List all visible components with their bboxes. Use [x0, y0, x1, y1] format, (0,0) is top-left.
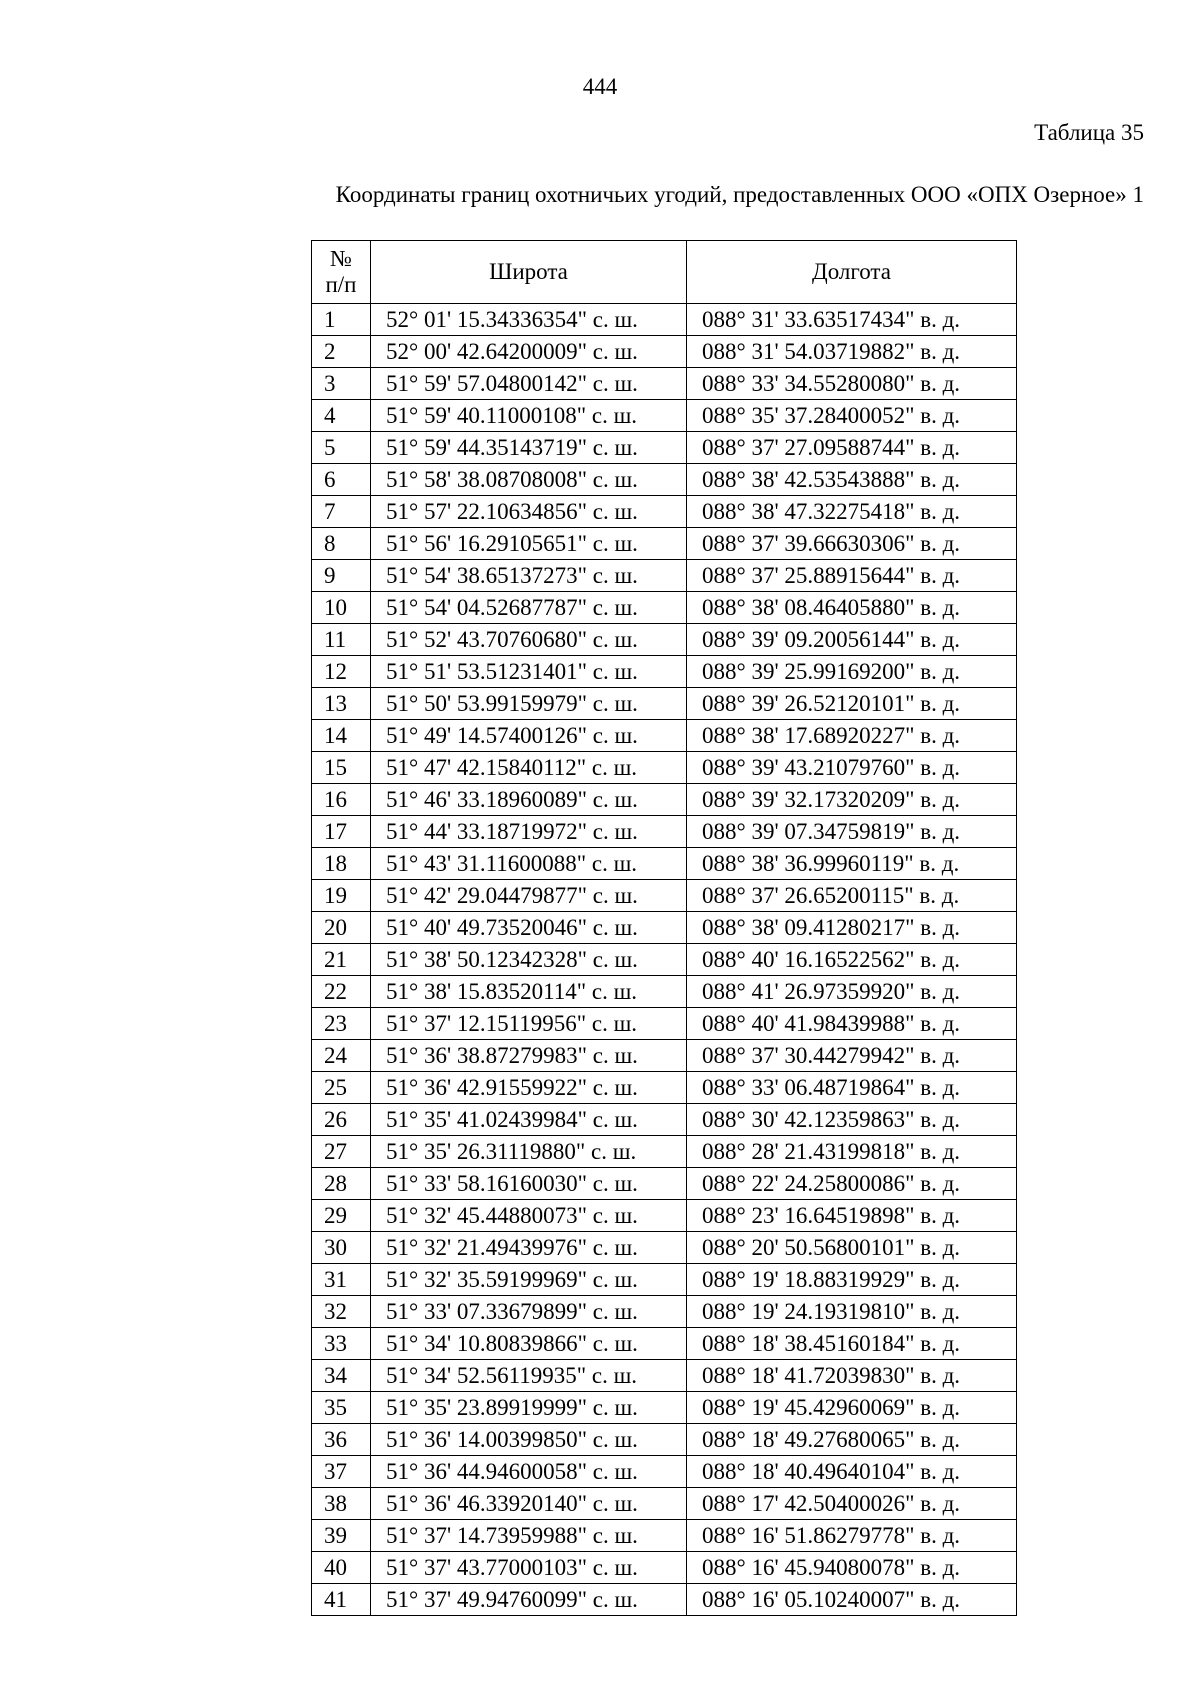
row-latitude: 51° 54' 38.65137273" с. ш. [371, 560, 687, 592]
table-row [312, 1136, 1017, 1168]
table-row [312, 1520, 1017, 1552]
table-label: Таблица 35 [1034, 120, 1144, 145]
coordinates-table [311, 240, 1017, 1616]
header-number-line1: № [330, 246, 352, 271]
row-latitude: 51° 59' 57.04800142" с. ш. [371, 368, 687, 400]
table-row [312, 496, 1017, 528]
table-row [312, 880, 1017, 912]
table-row [312, 784, 1017, 816]
table-row [312, 848, 1017, 880]
table-row [312, 400, 1017, 432]
row-number: 41 [312, 1584, 371, 1616]
table-row [312, 560, 1017, 592]
row-number: 18 [312, 848, 371, 880]
row-latitude: 51° 50' 53.99159979" с. ш. [371, 688, 687, 720]
row-number: 22 [312, 976, 371, 1008]
row-number: 36 [312, 1424, 371, 1456]
table-row [312, 464, 1017, 496]
row-number: 40 [312, 1552, 371, 1584]
row-longitude: 088° 37' 39.66630306" в. д. [687, 528, 1017, 560]
row-number: 26 [312, 1104, 371, 1136]
row-latitude: 51° 33' 07.33679899" с. ш. [371, 1296, 687, 1328]
table-row [312, 1104, 1017, 1136]
table-row [312, 1168, 1017, 1200]
row-latitude: 51° 37' 12.15119956" с. ш. [371, 1008, 687, 1040]
table-row [312, 1456, 1017, 1488]
row-longitude: 088° 38' 09.41280217" в. д. [687, 912, 1017, 944]
row-longitude: 088° 37' 30.44279942" в. д. [687, 1040, 1017, 1072]
row-number: 11 [312, 624, 371, 656]
row-latitude: 51° 42' 29.04479877" с. ш. [371, 880, 687, 912]
row-longitude: 088° 33' 06.48719864" в. д. [687, 1072, 1017, 1104]
row-longitude: 088° 39' 32.17320209" в. д. [687, 784, 1017, 816]
row-number: 29 [312, 1200, 371, 1232]
row-number: 19 [312, 880, 371, 912]
row-longitude: 088° 35' 37.28400052" в. д. [687, 400, 1017, 432]
row-longitude: 088° 19' 45.42960069" в. д. [687, 1392, 1017, 1424]
header-number [312, 241, 371, 304]
header-row [312, 241, 1017, 304]
table-row [312, 944, 1017, 976]
table-row [312, 432, 1017, 464]
row-latitude: 51° 37' 43.77000103" с. ш. [371, 1552, 687, 1584]
table-row [312, 528, 1017, 560]
table-body [312, 304, 1017, 1616]
row-longitude: 088° 40' 41.98439988" в. д. [687, 1008, 1017, 1040]
row-longitude: 088° 41' 26.97359920" в. д. [687, 976, 1017, 1008]
row-latitude: 51° 33' 58.16160030" с. ш. [371, 1168, 687, 1200]
row-latitude: 51° 56' 16.29105651" с. ш. [371, 528, 687, 560]
row-latitude: 51° 32' 21.49439976" с. ш. [371, 1232, 687, 1264]
row-longitude: 088° 38' 42.53543888" в. д. [687, 464, 1017, 496]
row-latitude: 51° 59' 44.35143719" с. ш. [371, 432, 687, 464]
row-latitude: 51° 35' 26.31119880" с. ш. [371, 1136, 687, 1168]
row-latitude: 51° 37' 14.73959988" с. ш. [371, 1520, 687, 1552]
row-number: 32 [312, 1296, 371, 1328]
row-longitude: 088° 38' 08.46405880" в. д. [687, 592, 1017, 624]
row-latitude: 51° 32' 35.59199969" с. ш. [371, 1264, 687, 1296]
table-row [312, 1296, 1017, 1328]
row-number: 14 [312, 720, 371, 752]
header-latitude: Широта [371, 241, 687, 304]
row-longitude: 088° 18' 38.45160184" в. д. [687, 1328, 1017, 1360]
table-row [312, 1040, 1017, 1072]
table-row [312, 1072, 1017, 1104]
row-number: 7 [312, 496, 371, 528]
row-longitude: 088° 39' 26.52120101" в. д. [687, 688, 1017, 720]
row-longitude: 088° 39' 25.99169200" в. д. [687, 656, 1017, 688]
row-longitude: 088° 37' 26.65200115" в. д. [687, 880, 1017, 912]
row-longitude: 088° 38' 47.32275418" в. д. [687, 496, 1017, 528]
row-longitude: 088° 28' 21.43199818" в. д. [687, 1136, 1017, 1168]
row-longitude: 088° 19' 18.88319929" в. д. [687, 1264, 1017, 1296]
row-number: 8 [312, 528, 371, 560]
row-longitude: 088° 22' 24.25800086" в. д. [687, 1168, 1017, 1200]
table-row [312, 688, 1017, 720]
table-row [312, 1232, 1017, 1264]
row-number: 24 [312, 1040, 371, 1072]
row-longitude: 088° 39' 09.20056144" в. д. [687, 624, 1017, 656]
table-row [312, 368, 1017, 400]
header-number-line2: п/п [325, 272, 357, 297]
row-number: 37 [312, 1456, 371, 1488]
row-latitude: 51° 34' 52.56119935" с. ш. [371, 1360, 687, 1392]
row-latitude: 51° 58' 38.08708008" с. ш. [371, 464, 687, 496]
row-longitude: 088° 16' 51.86279778" в. д. [687, 1520, 1017, 1552]
row-latitude: 51° 54' 04.52687787" с. ш. [371, 592, 687, 624]
row-latitude: 52° 00' 42.64200009" с. ш. [371, 336, 687, 368]
table-row [312, 592, 1017, 624]
table-row [312, 1488, 1017, 1520]
row-number: 33 [312, 1328, 371, 1360]
table-row [312, 1392, 1017, 1424]
table-row [312, 976, 1017, 1008]
row-latitude: 51° 46' 33.18960089" с. ш. [371, 784, 687, 816]
row-number: 9 [312, 560, 371, 592]
row-latitude: 51° 38' 50.12342328" с. ш. [371, 944, 687, 976]
table-header [312, 241, 1017, 304]
row-latitude: 51° 35' 23.89919999" с. ш. [371, 1392, 687, 1424]
row-number: 20 [312, 912, 371, 944]
row-number: 39 [312, 1520, 371, 1552]
table-row [312, 1584, 1017, 1616]
row-number: 2 [312, 336, 371, 368]
row-longitude: 088° 38' 17.68920227" в. д. [687, 720, 1017, 752]
row-latitude: 51° 36' 38.87279983" с. ш. [371, 1040, 687, 1072]
row-number: 38 [312, 1488, 371, 1520]
row-latitude: 51° 52' 43.70760680" с. ш. [371, 624, 687, 656]
row-latitude: 51° 36' 46.33920140" с. ш. [371, 1488, 687, 1520]
row-latitude: 51° 37' 49.94760099" с. ш. [371, 1584, 687, 1616]
row-longitude: 088° 16' 45.94080078" в. д. [687, 1552, 1017, 1584]
row-latitude: 51° 40' 49.73520046" с. ш. [371, 912, 687, 944]
row-latitude: 51° 49' 14.57400126" с. ш. [371, 720, 687, 752]
table-row [312, 304, 1017, 336]
page-number: 444 [582, 74, 618, 99]
row-longitude: 088° 23' 16.64519898" в. д. [687, 1200, 1017, 1232]
row-number: 10 [312, 592, 371, 624]
table-row [312, 1552, 1017, 1584]
table-row [312, 816, 1017, 848]
table-row [312, 336, 1017, 368]
row-number: 13 [312, 688, 371, 720]
row-number: 4 [312, 400, 371, 432]
row-latitude: 51° 51' 53.51231401" с. ш. [371, 656, 687, 688]
row-latitude: 51° 47' 42.15840112" с. ш. [371, 752, 687, 784]
row-longitude: 088° 37' 27.09588744" в. д. [687, 432, 1017, 464]
table-row [312, 1008, 1017, 1040]
row-number: 21 [312, 944, 371, 976]
row-number: 23 [312, 1008, 371, 1040]
row-latitude: 51° 57' 22.10634856" с. ш. [371, 496, 687, 528]
table-row [312, 624, 1017, 656]
row-number: 31 [312, 1264, 371, 1296]
row-number: 17 [312, 816, 371, 848]
row-number: 15 [312, 752, 371, 784]
row-longitude: 088° 31' 54.03719882" в. д. [687, 336, 1017, 368]
row-longitude: 088° 37' 25.88915644" в. д. [687, 560, 1017, 592]
row-longitude: 088° 18' 40.49640104" в. д. [687, 1456, 1017, 1488]
row-number: 6 [312, 464, 371, 496]
row-longitude: 088° 39' 43.21079760" в. д. [687, 752, 1017, 784]
row-latitude: 51° 32' 45.44880073" с. ш. [371, 1200, 687, 1232]
row-latitude: 52° 01' 15.34336354" с. ш. [371, 304, 687, 336]
row-longitude: 088° 40' 16.16522562" в. д. [687, 944, 1017, 976]
row-number: 35 [312, 1392, 371, 1424]
row-longitude: 088° 17' 42.50400026" в. д. [687, 1488, 1017, 1520]
row-number: 25 [312, 1072, 371, 1104]
row-longitude: 088° 31' 33.63517434" в. д. [687, 304, 1017, 336]
row-longitude: 088° 39' 07.34759819" в. д. [687, 816, 1017, 848]
row-number: 30 [312, 1232, 371, 1264]
row-number: 27 [312, 1136, 371, 1168]
row-longitude: 088° 33' 34.55280080" в. д. [687, 368, 1017, 400]
row-longitude: 088° 30' 42.12359863" в. д. [687, 1104, 1017, 1136]
row-longitude: 088° 38' 36.99960119" в. д. [687, 848, 1017, 880]
row-latitude: 51° 35' 41.02439984" с. ш. [371, 1104, 687, 1136]
row-longitude: 088° 20' 50.56800101" в. д. [687, 1232, 1017, 1264]
row-longitude: 088° 18' 49.27680065" в. д. [687, 1424, 1017, 1456]
row-number: 5 [312, 432, 371, 464]
row-number: 1 [312, 304, 371, 336]
table-row [312, 752, 1017, 784]
row-number: 34 [312, 1360, 371, 1392]
table-row [312, 1264, 1017, 1296]
row-number: 28 [312, 1168, 371, 1200]
row-latitude: 51° 36' 44.94600058" с. ш. [371, 1456, 687, 1488]
row-number: 3 [312, 368, 371, 400]
row-number: 16 [312, 784, 371, 816]
table-row [312, 1328, 1017, 1360]
row-longitude: 088° 19' 24.19319810" в. д. [687, 1296, 1017, 1328]
row-latitude: 51° 36' 14.00399850" с. ш. [371, 1424, 687, 1456]
row-longitude: 088° 16' 05.10240007" в. д. [687, 1584, 1017, 1616]
row-latitude: 51° 34' 10.80839866" с. ш. [371, 1328, 687, 1360]
table-row [312, 656, 1017, 688]
table-caption: Координаты границ охотничьих угодий, предоставленных ООО «ОПХ Озерное» 1 [335, 182, 1144, 207]
table-row [312, 912, 1017, 944]
row-latitude: 51° 43' 31.11600088" с. ш. [371, 848, 687, 880]
row-latitude: 51° 38' 15.83520114" с. ш. [371, 976, 687, 1008]
row-number: 12 [312, 656, 371, 688]
table-row [312, 1360, 1017, 1392]
header-longitude: Долгота [687, 241, 1017, 304]
row-latitude: 51° 59' 40.11000108" с. ш. [371, 400, 687, 432]
row-longitude: 088° 18' 41.72039830" в. д. [687, 1360, 1017, 1392]
table-row [312, 1424, 1017, 1456]
table-row [312, 720, 1017, 752]
row-latitude: 51° 44' 33.18719972" с. ш. [371, 816, 687, 848]
table-row [312, 1200, 1017, 1232]
row-latitude: 51° 36' 42.91559922" с. ш. [371, 1072, 687, 1104]
